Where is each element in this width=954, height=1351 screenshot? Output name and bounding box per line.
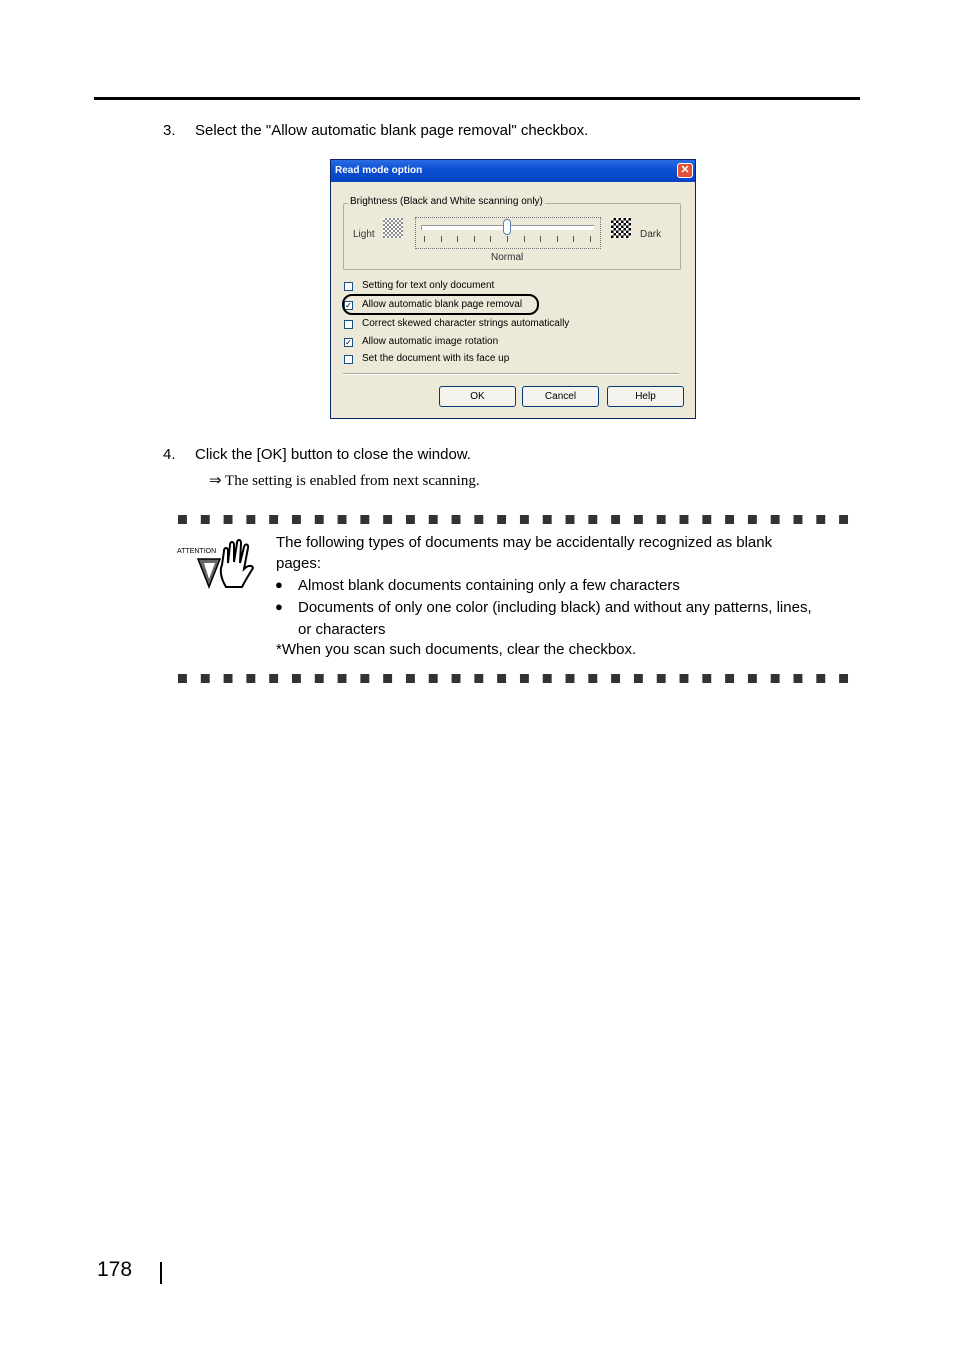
step-4 — [163, 446, 471, 464]
highlight-oval — [342, 294, 539, 315]
page-number: 178 — [97, 1258, 133, 1281]
bullet-icon: ● — [275, 577, 283, 592]
page-number-bar — [160, 1262, 162, 1284]
option-blank-page-removal-label: Allow automatic blank page removal — [362, 299, 523, 310]
step-text: Click the [OK] button to close the window. — [195, 446, 471, 463]
slider-tick — [441, 236, 442, 242]
checkbox-image-rotation[interactable]: ✓ — [345, 338, 352, 347]
checkbox-correct-skew[interactable] — [344, 320, 353, 329]
attention-top-border — [178, 515, 850, 524]
light-label: Light — [353, 229, 375, 240]
slider-tick — [524, 236, 525, 242]
attention-bullet-1: Almost blank documents containing only a few characters — [298, 577, 680, 594]
step-number: 4. — [163, 446, 176, 463]
option-text-only-label: Setting for text only document — [362, 280, 495, 291]
read-mode-option-dialog — [330, 159, 696, 419]
light-pattern-icon — [383, 218, 403, 238]
step-3 — [163, 122, 588, 140]
step-number: 3. — [163, 122, 176, 139]
close-icon[interactable]: ✕ — [677, 163, 693, 178]
option-correct-skew-label: Correct skewed character strings automatically — [362, 318, 570, 329]
option-image-rotation-label: Allow automatic image rotation — [362, 336, 499, 347]
cancel-button[interactable]: Cancel — [522, 386, 599, 407]
checkbox-text-only[interactable] — [344, 282, 353, 291]
brightness-group-label: Brightness (Black and White scanning only) — [350, 196, 543, 207]
slider-tick — [457, 236, 458, 242]
slider-tick — [557, 236, 558, 242]
slider-tick — [540, 236, 541, 242]
slider-tick — [490, 236, 491, 242]
dark-label: Dark — [640, 229, 662, 240]
dialog-title: Read mode option — [335, 165, 423, 176]
slider-tick — [424, 236, 425, 242]
attention-bullet-2-cont: or characters — [298, 621, 386, 638]
bullet-icon: ● — [275, 599, 283, 614]
dialog-separator — [343, 373, 679, 375]
slider-tick — [573, 236, 574, 242]
help-button[interactable]: Help — [607, 386, 684, 407]
ok-button[interactable]: OK — [439, 386, 516, 407]
attention-bullet-2: Documents of only one color (including black) and without any patterns, lines, — [298, 599, 812, 616]
attention-hand-icon — [176, 537, 258, 593]
slider-tick — [590, 236, 591, 242]
checkbox-blank-page-removal[interactable]: ✓ — [345, 301, 352, 310]
attention-bottom-border — [178, 674, 850, 683]
dark-pattern-icon — [611, 218, 631, 238]
checkbox-face-up[interactable] — [344, 355, 353, 364]
step-text: Select the "Allow automatic blank page removal" checkbox. — [195, 122, 589, 139]
attention-note: *When you scan such documents, clear the checkbox. — [276, 641, 637, 658]
dialog-titlebar — [331, 160, 695, 182]
attention-intro: The following types of documents may be accidentally recognized as blank — [276, 534, 773, 551]
top-rule — [94, 97, 860, 100]
slider-tick — [474, 236, 475, 242]
attention-label: ATTENTION — [177, 548, 217, 555]
normal-label: Normal — [491, 252, 524, 263]
result-text: ⇒ The setting is enabled from next scanning. — [209, 473, 480, 489]
attention-intro-cont: pages: — [276, 555, 322, 572]
option-face-up-label: Set the document with its face up — [362, 353, 510, 364]
slider-tick — [507, 236, 508, 242]
brightness-slider-thumb[interactable] — [503, 219, 511, 235]
